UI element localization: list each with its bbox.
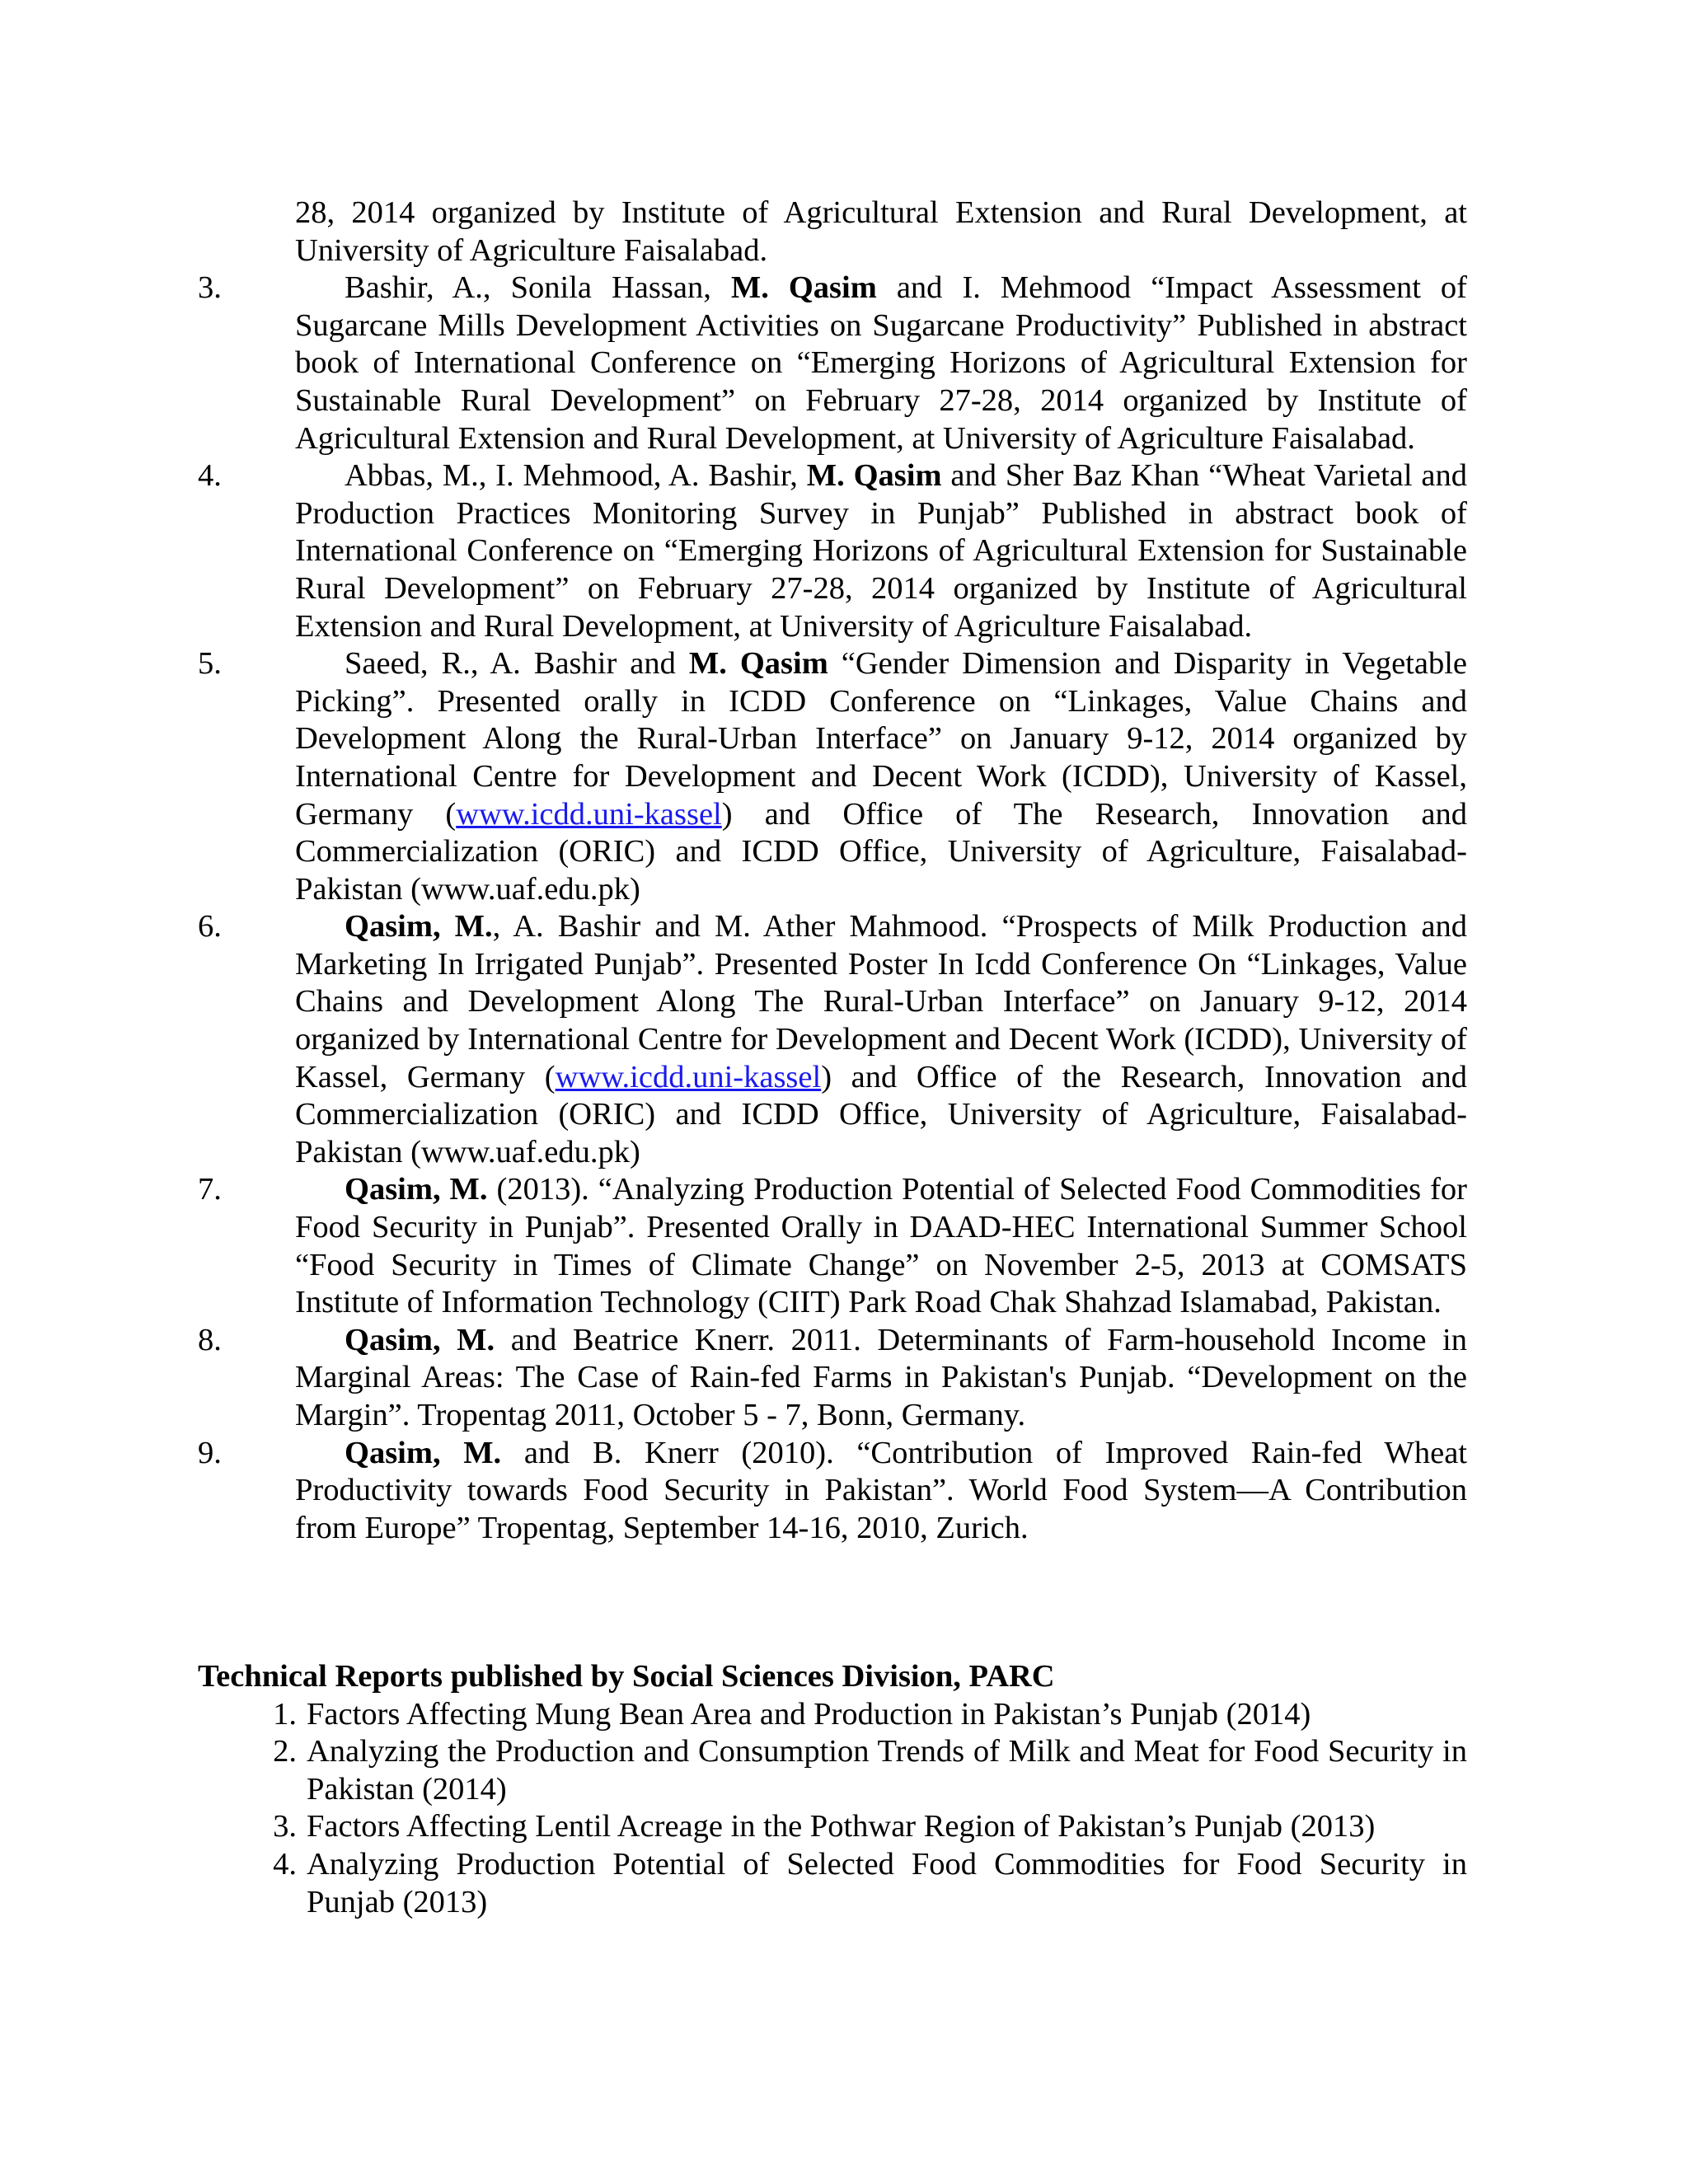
icdd-link[interactable]: www.icdd.uni-kassel — [456, 796, 722, 832]
entry-number: 5. — [198, 646, 222, 682]
report-title: Analyzing the Production and Consumption Trends of Milk and Meat for Food Security in Pakistan (2014) — [307, 1734, 1467, 1807]
publication-entry-9 — [198, 1435, 1467, 1548]
entry-bold-author: Qasim, M. — [345, 1172, 488, 1207]
publication-entry-5 — [198, 645, 1467, 908]
entry-body: (2013). “Analyzing Production Potential of Selected Food Commodities for Food Security in Punjab”. Presented Orally in DAAD-HEC International Summer School “Food Security in Times of Climate Change” on November 2-5, 2013 at COMSATS Institute of Information Technology (CIIT) Park Road Chak Shahzad Islamabad, Pakistan. — [295, 1172, 1467, 1320]
publication-continuation — [198, 194, 1467, 269]
entry-number: 7. — [198, 1172, 222, 1207]
report-number: 4. — [273, 1846, 297, 1882]
report-number: 1. — [273, 1696, 297, 1732]
report-number: 2. — [273, 1734, 297, 1769]
publications-list — [198, 194, 1467, 1547]
entry-body-end: ) and Office of the Research, Innovation and Commercialization (ORIC) and ICDD Office, University of Agriculture, Faisalabad-Pakistan (www.uaf.edu.pk) — [295, 1059, 1467, 1169]
entry-body: and Sher Baz Khan “Wheat Varietal and Production Practices Monitoring Survey in Punjab” Published in abstract book of International Conference on “Emerging Horizons of Agricultural Extension for Sustainable Rural Development” on February 27-28, 2014 organized by Institute of Agricultural Extension and Rural Development, at University of Agriculture Faisalabad. — [295, 458, 1467, 644]
entry-body: , A. Bashir and M. Ather Mahmood. “Prospects of Milk Production and Marketing In Irrigated Punjab”. Presented Poster In Icdd Conference On “Linkages, Value Chains and Development Along The Rural-Urban Interface” on January 9-12, 2014 organized by International Centre for Development and Decent Work (ICDD), University of Kassel, Germany ( — [295, 909, 1467, 1094]
technical-reports-heading: Technical Reports published by Social Sciences Division, PARC — [198, 1659, 1055, 1694]
entry-number: 3. — [198, 270, 222, 306]
entry-bold-author: M. Qasim — [730, 270, 877, 306]
publication-entry-8 — [198, 1322, 1467, 1435]
entry-number: 6. — [198, 909, 222, 944]
report-title: Factors Affecting Mung Bean Area and Production in Pakistan’s Punjab (2014) — [307, 1696, 1311, 1732]
entry-body: and Beatrice Knerr. 2011. Determinants of Farm-household Income in Marginal Areas: The Case of Rain-fed Farms in Pakistan's Punjab. “Development on the Margin”. Tropentag 2011, October 5 - 7, Bonn, Germany. — [295, 1322, 1467, 1432]
entry-bold-author: Qasim, M. — [345, 909, 493, 944]
entry-body: “Gender Dimension and Disparity in Vegetable Picking”. Presented orally in ICDD Conference on “Linkages, Value Chains and Development Along the Rural-Urban Interface” on January 9-12, 2014 organized by International Centre for Development and Decent Work (ICDD), University of Kassel, Germany ( — [295, 646, 1467, 832]
report-number: 3. — [273, 1809, 297, 1844]
entry-body: and B. Knerr (2010). “Contribution of Improved Rain-fed Wheat Productivity towards Food Security in Pakistan”. World Food System—A Contribution from Europe” Tropentag, September 14-16, 2010, Zurich. — [295, 1435, 1467, 1545]
publication-entry-3 — [198, 269, 1467, 457]
entry-number: 4. — [198, 458, 222, 494]
entry-number: 8. — [198, 1322, 222, 1357]
icdd-link[interactable]: www.icdd.uni-kassel — [555, 1059, 822, 1094]
report-item — [198, 1846, 1467, 1921]
technical-reports-section — [198, 1658, 1467, 1921]
entry-bold-author: Qasim, M. — [345, 1322, 495, 1357]
report-title: Analyzing Production Potential of Selected Food Commodities for Food Security in Punjab (2013) — [307, 1846, 1467, 1919]
report-title: Factors Affecting Lentil Acreage in the Pothwar Region of Pakistan’s Punjab (2013) — [307, 1809, 1376, 1844]
entry-body-end: ) and Office of The Research, Innovation and Commercialization (ORIC) and ICDD Office, University of Agriculture, Faisalabad-Pakistan (www.uaf.edu.pk) — [295, 796, 1467, 907]
entry-body: and I. Mehmood “Impact Assessment of Sugarcane Mills Development Activities on Sugarcane Productivity” Published in abstract book of International Conference on “Emerging Horizons of Agricultural Extension for Sustainable Rural Development” on February 27-28, 2014 organized by Institute of Agricultural Extension and Rural Development, at University of Agriculture Faisalabad. — [295, 270, 1467, 456]
publication-entry-7 — [198, 1171, 1467, 1321]
entry-bold-author: M. Qasim — [688, 646, 828, 682]
continuation-text: 28, 2014 organized by Institute of Agricultural Extension and Rural Development, at University of Agriculture Faisalabad. — [295, 195, 1467, 268]
entry-bold-author: M. Qasim — [806, 458, 942, 494]
entry-number: 9. — [198, 1435, 222, 1470]
publication-entry-4 — [198, 457, 1467, 645]
report-item — [198, 1696, 1467, 1734]
publication-entry-6 — [198, 908, 1467, 1171]
entry-authors: Bashir, A., Sonila Hassan, — [345, 270, 731, 306]
entry-authors: Abbas, M., I. Mehmood, A. Bashir, — [345, 458, 807, 494]
entry-authors: Saeed, R., A. Bashir and — [345, 646, 689, 682]
entry-bold-author: Qasim, M. — [345, 1435, 502, 1470]
report-item — [198, 1733, 1467, 1808]
report-item — [198, 1808, 1467, 1846]
